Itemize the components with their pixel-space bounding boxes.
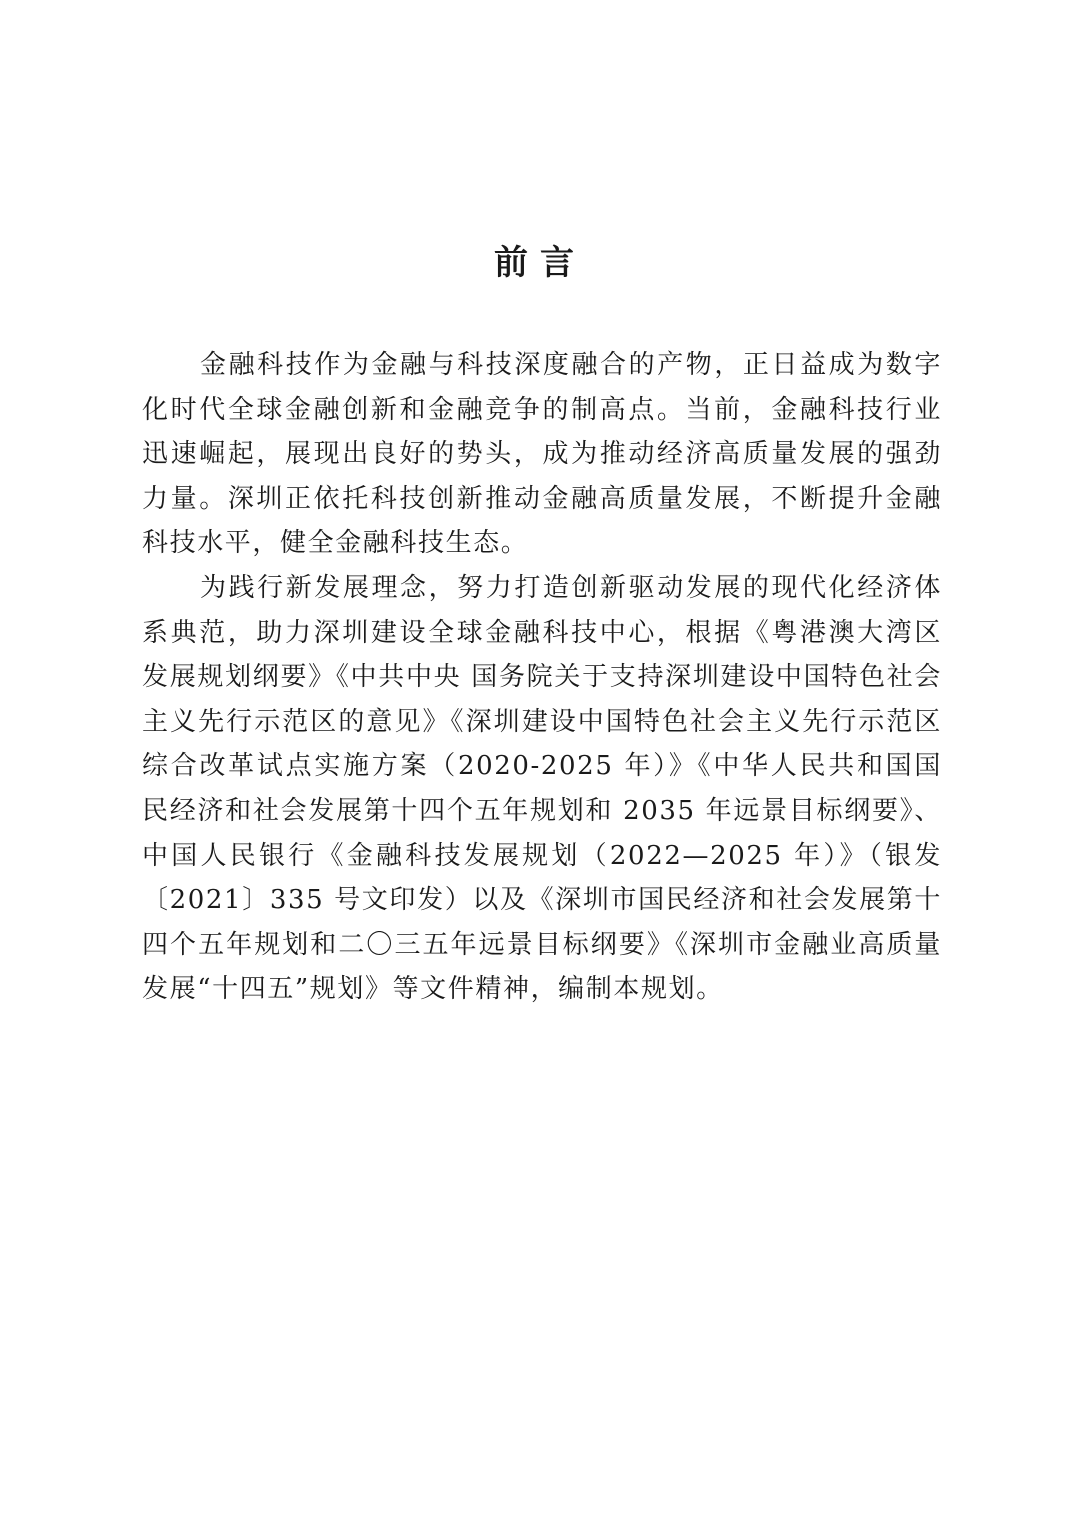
page-title: 前言 [494,243,586,283]
paragraph-1: 金融科技作为金融与科技深度融合的产物，正日益成为数字化时代全球金融创新和金融竞争的制高点。当前，金融科技行业迅速崛起，展现出良好的势头，成为推动经济高质量发展的强劲力量。深圳正依托科技创新推动金融高质量发展，不断提升金融科技水平，健全金融科技生态。 [142,350,942,559]
body-text [142,343,942,1012]
paragraph-2: 为践行新发展理念，努力打造创新驱动发展的现代化经济体系典范，助力深圳建设全球金融科技中心，根据《粤港澳大湾区发展规划纲要》《中共中央 国务院关于支持深圳建设中国特色社会主义先行示范区的意见》《深圳建设中国特色社会主义先行示范区综合改革试点实施方案（2020-2025 年）》《中华人民共和国国民经济和社会发展第十四个五年规划和 2035 年远景目标纲要》、中国人民银行《金融科技发展规划（2022—2025 年）》（银发〔2021〕335 号文印发）以及《深圳市国民经济和社会发展第十四个五年规划和二〇三五年远景目标纲要》《深圳市金融业高质量发展“十四五”规划》等文件精神，编制本规划。 [142,572,942,1005]
